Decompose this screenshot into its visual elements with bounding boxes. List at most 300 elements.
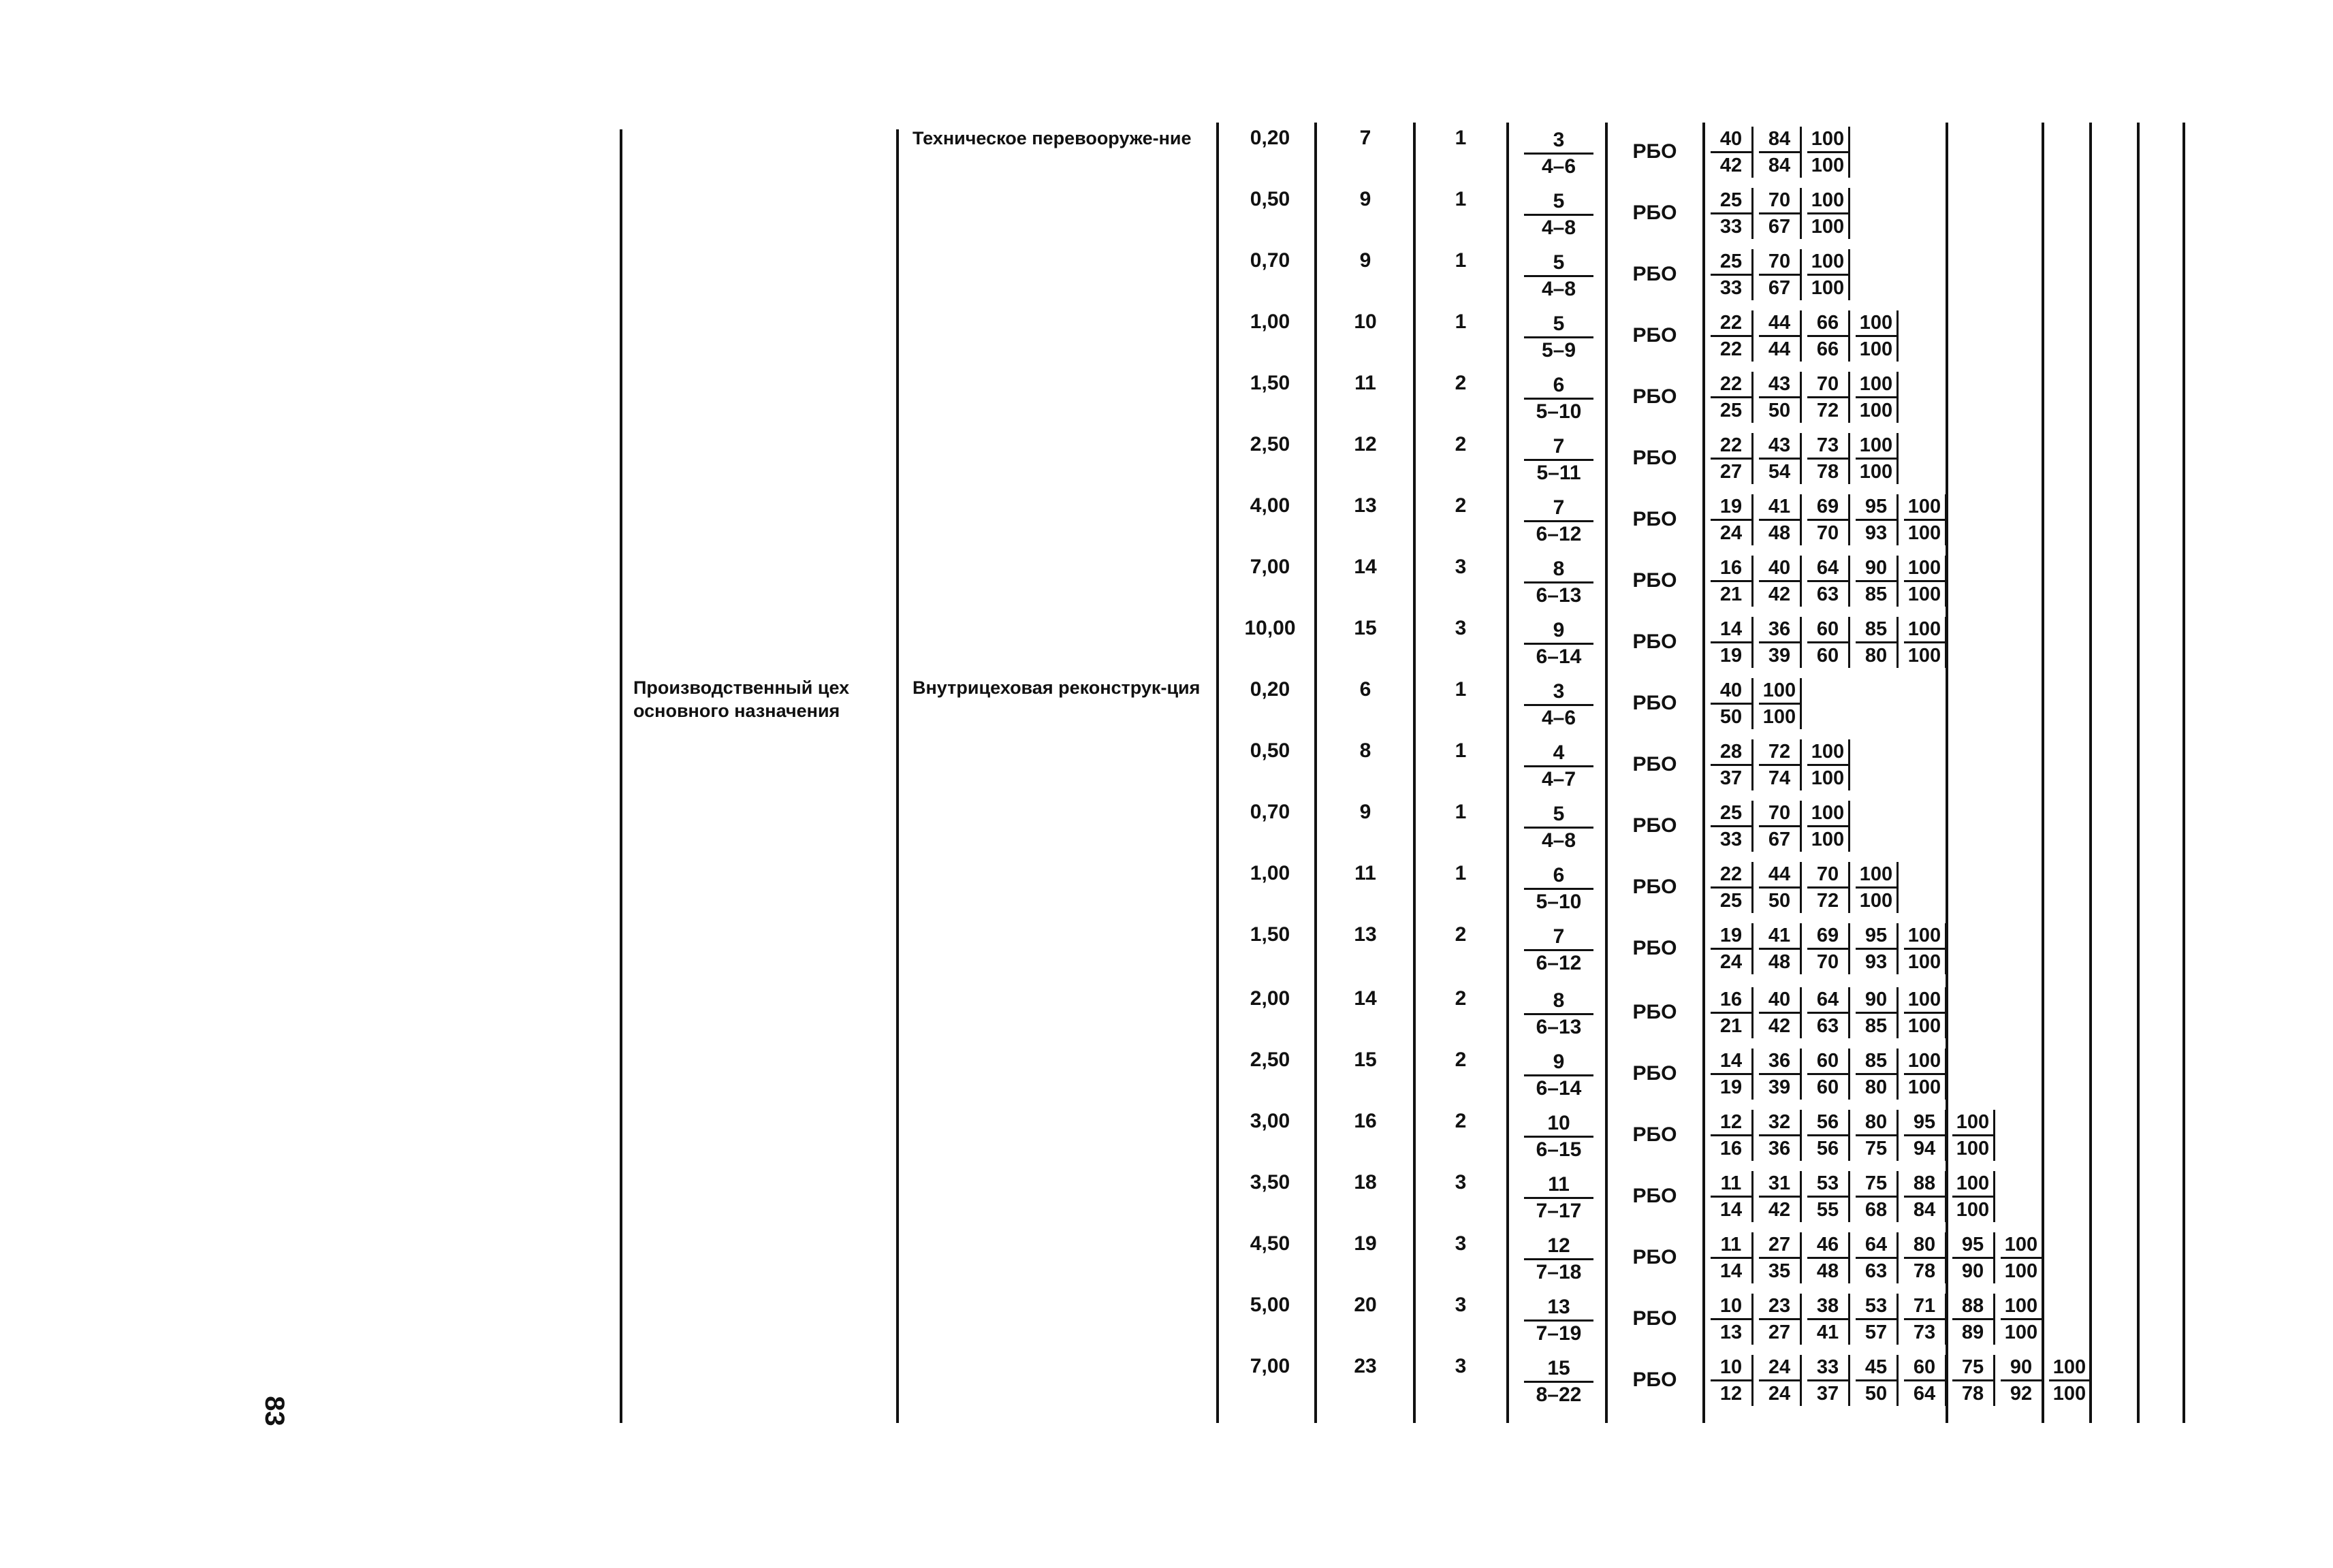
percent-numerator: 69 <box>1807 923 1848 950</box>
fraction-numerator: 6 <box>1524 373 1593 400</box>
percent-numerator: 75 <box>1856 1171 1896 1198</box>
percent-denominator: 67 <box>1768 277 1791 299</box>
percent-numerator: 100 <box>1807 801 1848 827</box>
percent-fraction <box>1711 1355 1753 1406</box>
row-kind: РБО <box>1632 202 1677 224</box>
percent-numerator: 16 <box>1711 987 1751 1014</box>
percent-denominator: 63 <box>1816 583 1839 605</box>
percent-denominator: 24 <box>1719 951 1743 973</box>
row-count-a: 13 <box>1354 923 1377 946</box>
row-value: 2,00 <box>1250 987 1290 1010</box>
row-kind: РБО <box>1632 508 1677 530</box>
row-count-a: 15 <box>1354 1049 1377 1071</box>
row-count-a: 16 <box>1354 1110 1377 1132</box>
percent-fraction <box>1759 862 1802 913</box>
fraction-numerator: 3 <box>1524 679 1593 706</box>
percent-numerator: 14 <box>1711 1049 1751 1075</box>
percent-fraction <box>1711 249 1753 300</box>
percent-denominator: 50 <box>1768 400 1791 421</box>
percent-denominator: 100 <box>1907 1015 1941 1037</box>
percent-denominator: 100 <box>1811 767 1845 789</box>
row-value: 4,00 <box>1250 494 1290 517</box>
row-range-fraction <box>1524 1295 1593 1346</box>
percent-denominator: 39 <box>1768 645 1791 667</box>
percent-denominator: 100 <box>1956 1138 1990 1159</box>
percent-fraction <box>1856 1232 1899 1283</box>
percent-denominator: 67 <box>1768 829 1791 850</box>
row-count-a: 12 <box>1354 433 1377 455</box>
row-count-b: 3 <box>1455 556 1467 578</box>
percent-fraction <box>1759 1049 1802 1100</box>
column-rule <box>1216 123 1219 1423</box>
row-range-fraction <box>1524 741 1593 792</box>
row-count-a: 8 <box>1359 739 1371 762</box>
percent-denominator: 42 <box>1768 1015 1791 1037</box>
row-count-b: 3 <box>1455 1294 1467 1316</box>
fraction-numerator: 11 <box>1524 1172 1593 1199</box>
row-count-b: 1 <box>1455 678 1467 701</box>
percent-denominator: 68 <box>1864 1199 1888 1221</box>
fraction-numerator: 9 <box>1524 1050 1593 1076</box>
percent-numerator: 70 <box>1759 801 1800 827</box>
percent-denominator: 100 <box>1907 522 1941 544</box>
percent-denominator: 54 <box>1768 461 1791 483</box>
percent-denominator: 78 <box>1913 1260 1936 1282</box>
percent-fraction <box>1711 923 1753 974</box>
object-name: Производственный цех основного назначения <box>633 677 850 721</box>
row-value: 1,00 <box>1250 310 1290 333</box>
percent-fraction <box>1904 1294 1947 1345</box>
percent-fraction <box>1759 372 1802 423</box>
row-count-a: 14 <box>1354 556 1377 578</box>
row-range-fraction <box>1524 434 1593 485</box>
percent-numerator: 95 <box>1952 1232 1993 1259</box>
percent-denominator: 63 <box>1816 1015 1839 1037</box>
percent-fraction <box>1807 249 1850 300</box>
percent-numerator: 70 <box>1807 862 1848 889</box>
group-title-reconstruction: Внутрицеховая реконструк-ция <box>912 677 1201 698</box>
percent-numerator: 25 <box>1711 249 1751 276</box>
row-value: 0,20 <box>1250 678 1290 701</box>
fraction-numerator: 13 <box>1524 1295 1593 1322</box>
percent-fraction <box>1807 1355 1850 1406</box>
percent-fraction <box>1807 739 1850 790</box>
percent-numerator: 95 <box>1856 923 1896 950</box>
percent-fraction <box>1856 372 1899 423</box>
percent-denominator: 92 <box>2010 1383 2033 1405</box>
percent-denominator: 100 <box>1762 706 1796 728</box>
percent-fraction <box>1856 556 1899 607</box>
fraction-numerator: 5 <box>1524 312 1593 338</box>
percent-fraction <box>1759 433 1802 484</box>
percent-numerator: 46 <box>1807 1232 1848 1259</box>
percent-numerator: 95 <box>1856 494 1896 521</box>
percent-denominator: 75 <box>1864 1138 1888 1159</box>
percent-denominator: 21 <box>1719 1015 1743 1037</box>
percent-denominator: 100 <box>1907 1076 1941 1098</box>
percent-fraction <box>1711 617 1753 668</box>
row-count-b: 1 <box>1455 862 1467 884</box>
percent-numerator: 44 <box>1759 310 1800 337</box>
percent-denominator: 50 <box>1719 706 1743 728</box>
fraction-denominator: 6–12 <box>1536 952 1582 974</box>
percent-fraction <box>1952 1171 1995 1222</box>
column-rule <box>2089 123 2092 1423</box>
percent-fraction <box>1711 1294 1753 1345</box>
percent-denominator: 48 <box>1816 1260 1839 1282</box>
percent-fraction <box>1711 678 1753 729</box>
percent-numerator: 100 <box>1807 127 1848 153</box>
row-kind: РБО <box>1632 753 1677 775</box>
percent-numerator: 60 <box>1904 1355 1945 1381</box>
row-range-fraction <box>1524 618 1593 669</box>
percent-fraction <box>1807 372 1850 423</box>
percent-fraction <box>1759 801 1802 852</box>
fraction-numerator: 8 <box>1524 989 1593 1015</box>
row-value: 3,00 <box>1250 1110 1290 1132</box>
row-count-a: 15 <box>1354 617 1377 639</box>
percent-numerator: 100 <box>1904 923 1945 950</box>
row-value: 5,00 <box>1250 1294 1290 1316</box>
percent-denominator: 74 <box>1768 767 1791 789</box>
percent-fraction <box>1856 494 1899 545</box>
percent-denominator: 100 <box>1907 583 1941 605</box>
percent-denominator: 27 <box>1719 461 1743 483</box>
percent-fraction <box>1759 494 1802 545</box>
percent-denominator: 100 <box>1859 338 1893 360</box>
percent-numerator: 60 <box>1807 1049 1848 1075</box>
fraction-denominator: 4–8 <box>1541 217 1576 239</box>
percent-numerator: 22 <box>1711 310 1751 337</box>
percent-denominator: 100 <box>1859 890 1893 912</box>
percent-fraction <box>1759 617 1802 668</box>
percent-fraction <box>1904 1110 1947 1161</box>
percent-denominator: 24 <box>1719 522 1743 544</box>
percent-numerator: 41 <box>1759 494 1800 521</box>
percent-numerator: 70 <box>1759 188 1800 214</box>
row-kind: РБО <box>1632 692 1677 714</box>
percent-fraction <box>1807 801 1850 852</box>
percent-denominator: 70 <box>1816 951 1839 973</box>
row-value: 3,50 <box>1250 1171 1290 1194</box>
percent-denominator: 94 <box>1913 1138 1936 1159</box>
percent-denominator: 39 <box>1768 1076 1791 1098</box>
percent-fraction <box>1759 1110 1802 1161</box>
group-title-retrofit: Техническое перевооруже-ние <box>912 128 1192 148</box>
percent-fraction <box>1711 127 1753 178</box>
column-rule <box>1605 123 1608 1423</box>
row-count-b: 1 <box>1455 801 1467 823</box>
percent-numerator: 25 <box>1711 801 1751 827</box>
percent-numerator: 40 <box>1759 556 1800 582</box>
percent-numerator: 22 <box>1711 862 1751 889</box>
fraction-denominator: 7–19 <box>1536 1322 1582 1345</box>
percent-numerator: 19 <box>1711 494 1751 521</box>
percent-numerator: 27 <box>1759 1232 1800 1259</box>
percent-fraction <box>1711 987 1753 1038</box>
percent-numerator: 44 <box>1759 862 1800 889</box>
percent-numerator: 100 <box>1807 249 1848 276</box>
percent-numerator: 36 <box>1759 617 1800 643</box>
percent-fraction <box>1759 1232 1802 1283</box>
percent-denominator: 57 <box>1864 1322 1888 1343</box>
row-count-b: 1 <box>1455 249 1467 272</box>
row-count-b: 1 <box>1455 739 1467 762</box>
fraction-denominator: 6–12 <box>1536 523 1582 545</box>
percent-numerator: 31 <box>1759 1171 1800 1198</box>
row-count-a: 9 <box>1359 801 1371 823</box>
row-kind: РБО <box>1632 569 1677 592</box>
percent-fraction <box>1759 678 1802 729</box>
column-rule <box>1506 123 1509 1423</box>
percent-denominator: 24 <box>1768 1383 1791 1405</box>
row-kind: РБО <box>1632 876 1677 898</box>
fraction-denominator: 4–7 <box>1541 768 1576 790</box>
percent-numerator: 25 <box>1711 188 1751 214</box>
row-kind: РБО <box>1632 630 1677 653</box>
percent-numerator: 23 <box>1759 1294 1800 1320</box>
percent-numerator: 41 <box>1759 923 1800 950</box>
percent-numerator: 10 <box>1711 1355 1751 1381</box>
percent-numerator: 88 <box>1952 1294 1993 1320</box>
percent-fraction <box>1952 1110 1995 1161</box>
percent-numerator: 100 <box>1904 987 1945 1014</box>
fraction-numerator: 8 <box>1524 557 1593 583</box>
percent-fraction <box>1711 433 1753 484</box>
percent-denominator: 25 <box>1719 400 1743 421</box>
row-range-fraction <box>1524 1111 1593 1162</box>
percent-fraction <box>1711 739 1753 790</box>
row-value: 1,50 <box>1250 923 1290 946</box>
row-count-b: 2 <box>1455 1049 1467 1071</box>
percent-denominator: 50 <box>1864 1383 1888 1405</box>
row-kind: РБО <box>1632 1307 1677 1330</box>
row-count-b: 2 <box>1455 494 1467 517</box>
percent-numerator: 90 <box>2001 1355 2042 1381</box>
percent-numerator: 73 <box>1807 433 1848 460</box>
percent-fraction <box>1856 862 1899 913</box>
row-count-b: 2 <box>1455 1110 1467 1132</box>
percent-fraction <box>1807 494 1850 545</box>
row-range-fraction <box>1524 989 1593 1040</box>
fraction-denominator: 5–10 <box>1536 891 1582 913</box>
percent-fraction <box>1904 1049 1947 1100</box>
fraction-numerator: 3 <box>1524 128 1593 155</box>
percent-denominator: 33 <box>1719 216 1743 238</box>
row-kind: РБО <box>1632 1001 1677 1023</box>
row-value: 0,70 <box>1250 801 1290 823</box>
percent-denominator: 48 <box>1768 951 1791 973</box>
row-kind: РБО <box>1632 1062 1677 1085</box>
percent-fraction <box>1807 987 1850 1038</box>
row-range-fraction <box>1524 1234 1593 1285</box>
percent-denominator: 100 <box>1859 461 1893 483</box>
fraction-denominator: 5–10 <box>1536 400 1582 423</box>
percent-denominator: 14 <box>1719 1260 1743 1282</box>
percent-denominator: 70 <box>1816 522 1839 544</box>
fraction-numerator: 10 <box>1524 1111 1593 1138</box>
percent-fraction <box>2001 1355 2044 1406</box>
percent-fraction <box>1904 1171 1947 1222</box>
column-rule <box>620 129 622 1423</box>
fraction-numerator: 4 <box>1524 741 1593 767</box>
page-number: 83 <box>259 1396 289 1426</box>
percent-fraction <box>1807 617 1850 668</box>
percent-numerator: 100 <box>1904 494 1945 521</box>
percent-fraction <box>1807 862 1850 913</box>
fraction-denominator: 4–8 <box>1541 278 1576 300</box>
percent-fraction <box>1711 1110 1753 1161</box>
percent-numerator: 11 <box>1711 1171 1751 1198</box>
fraction-denominator: 6–14 <box>1536 1077 1582 1100</box>
percent-numerator: 100 <box>1856 862 1896 889</box>
percent-fraction <box>1856 923 1899 974</box>
row-count-a: 23 <box>1354 1355 1377 1377</box>
percent-denominator: 64 <box>1913 1383 1936 1405</box>
percent-fraction <box>1856 433 1899 484</box>
percent-fraction <box>1807 556 1850 607</box>
percent-numerator: 70 <box>1759 249 1800 276</box>
row-count-b: 2 <box>1455 923 1467 946</box>
fraction-denominator: 7–17 <box>1536 1200 1582 1222</box>
percent-numerator: 90 <box>1856 987 1896 1014</box>
row-range-fraction <box>1524 189 1593 240</box>
row-count-a: 18 <box>1354 1171 1377 1194</box>
percent-fraction <box>1807 1171 1850 1222</box>
percent-denominator: 100 <box>2004 1322 2038 1343</box>
percent-numerator: 69 <box>1807 494 1848 521</box>
percent-fraction <box>1904 923 1947 974</box>
row-kind: РБО <box>1632 1369 1677 1391</box>
percent-fraction <box>1711 372 1753 423</box>
row-range-fraction <box>1524 1172 1593 1223</box>
percent-denominator: 72 <box>1816 890 1839 912</box>
percent-denominator: 50 <box>1768 890 1791 912</box>
percent-denominator: 63 <box>1864 1260 1888 1282</box>
percent-numerator: 71 <box>1904 1294 1945 1320</box>
row-value: 1,00 <box>1250 862 1290 884</box>
row-count-a: 6 <box>1359 678 1371 701</box>
row-count-a: 11 <box>1354 372 1376 394</box>
row-count-a: 19 <box>1354 1232 1377 1255</box>
fraction-numerator: 7 <box>1524 434 1593 461</box>
percent-numerator: 100 <box>2049 1355 2090 1381</box>
row-kind: РБО <box>1632 447 1677 469</box>
row-range-fraction <box>1524 1050 1593 1101</box>
column-rule <box>2183 123 2185 1423</box>
percent-denominator: 16 <box>1719 1138 1743 1159</box>
fraction-denominator: 6–14 <box>1536 645 1582 668</box>
percent-numerator: 22 <box>1711 433 1751 460</box>
percent-denominator: 41 <box>1816 1322 1839 1343</box>
percent-denominator: 33 <box>1719 829 1743 850</box>
percent-numerator: 33 <box>1807 1355 1848 1381</box>
percent-fraction <box>1759 1294 1802 1345</box>
percent-fraction <box>1711 801 1753 852</box>
percent-denominator: 66 <box>1816 338 1839 360</box>
percent-denominator: 37 <box>1816 1383 1839 1405</box>
percent-fraction <box>1711 494 1753 545</box>
percent-fraction <box>1759 310 1802 362</box>
percent-numerator: 100 <box>1904 617 1945 643</box>
percent-fraction <box>1807 1049 1850 1100</box>
fraction-denominator: 4–6 <box>1541 707 1576 729</box>
row-range-fraction <box>1524 925 1593 976</box>
percent-denominator: 48 <box>1768 522 1791 544</box>
row-range-fraction <box>1524 251 1593 302</box>
percent-denominator: 100 <box>1956 1199 1990 1221</box>
percent-fraction <box>1759 1355 1802 1406</box>
fraction-numerator: 7 <box>1524 925 1593 951</box>
row-kind: РБО <box>1632 814 1677 837</box>
percent-numerator: 24 <box>1759 1355 1800 1381</box>
percent-numerator: 66 <box>1807 310 1848 337</box>
percent-denominator: 60 <box>1816 645 1839 667</box>
fraction-numerator: 5 <box>1524 189 1593 216</box>
percent-numerator: 80 <box>1856 1110 1896 1136</box>
percent-fraction <box>1904 987 1947 1038</box>
column-rule <box>1413 123 1416 1423</box>
percent-denominator: 25 <box>1719 890 1743 912</box>
row-kind: РБО <box>1632 1185 1677 1207</box>
percent-denominator: 100 <box>1859 400 1893 421</box>
percent-denominator: 80 <box>1864 1076 1888 1098</box>
row-count-b: 3 <box>1455 617 1467 639</box>
row-kind: РБО <box>1632 385 1677 408</box>
percent-fraction <box>1759 127 1802 178</box>
row-value: 0,50 <box>1250 188 1290 210</box>
percent-numerator: 100 <box>1856 310 1896 337</box>
percent-numerator: 38 <box>1807 1294 1848 1320</box>
percent-fraction <box>1807 310 1850 362</box>
row-range-fraction <box>1524 312 1593 363</box>
percent-numerator: 32 <box>1759 1110 1800 1136</box>
row-kind: РБО <box>1632 937 1677 959</box>
percent-fraction <box>1856 617 1899 668</box>
column-rule <box>2042 123 2044 1423</box>
percent-fraction <box>1904 494 1947 545</box>
percent-fraction <box>1904 1355 1947 1406</box>
percent-numerator: 40 <box>1711 127 1751 153</box>
row-count-a: 14 <box>1354 987 1377 1010</box>
percent-denominator: 78 <box>1816 461 1839 483</box>
percent-denominator: 56 <box>1816 1138 1839 1159</box>
percent-numerator: 43 <box>1759 372 1800 398</box>
percent-denominator: 89 <box>1961 1322 1984 1343</box>
percent-denominator: 100 <box>1811 216 1845 238</box>
percent-fraction <box>1711 862 1753 913</box>
row-count-a: 9 <box>1359 249 1371 272</box>
percent-numerator: 40 <box>1711 678 1751 705</box>
percent-denominator: 44 <box>1768 338 1791 360</box>
row-count-b: 2 <box>1455 433 1467 455</box>
percent-denominator: 90 <box>1961 1260 1984 1282</box>
percent-numerator: 75 <box>1952 1355 1993 1381</box>
fraction-numerator: 5 <box>1524 802 1593 829</box>
row-value: 7,00 <box>1250 556 1290 578</box>
percent-numerator: 64 <box>1856 1232 1896 1259</box>
row-count-a: 11 <box>1354 862 1376 884</box>
row-range-fraction <box>1524 679 1593 731</box>
row-count-b: 3 <box>1455 1232 1467 1255</box>
percent-denominator: 67 <box>1768 216 1791 238</box>
percent-fraction <box>1856 1355 1899 1406</box>
percent-numerator: 28 <box>1711 739 1751 766</box>
row-value: 0,70 <box>1250 249 1290 272</box>
percent-numerator: 100 <box>1904 556 1945 582</box>
fraction-denominator: 6–13 <box>1536 1016 1582 1038</box>
row-range-fraction <box>1524 802 1593 853</box>
